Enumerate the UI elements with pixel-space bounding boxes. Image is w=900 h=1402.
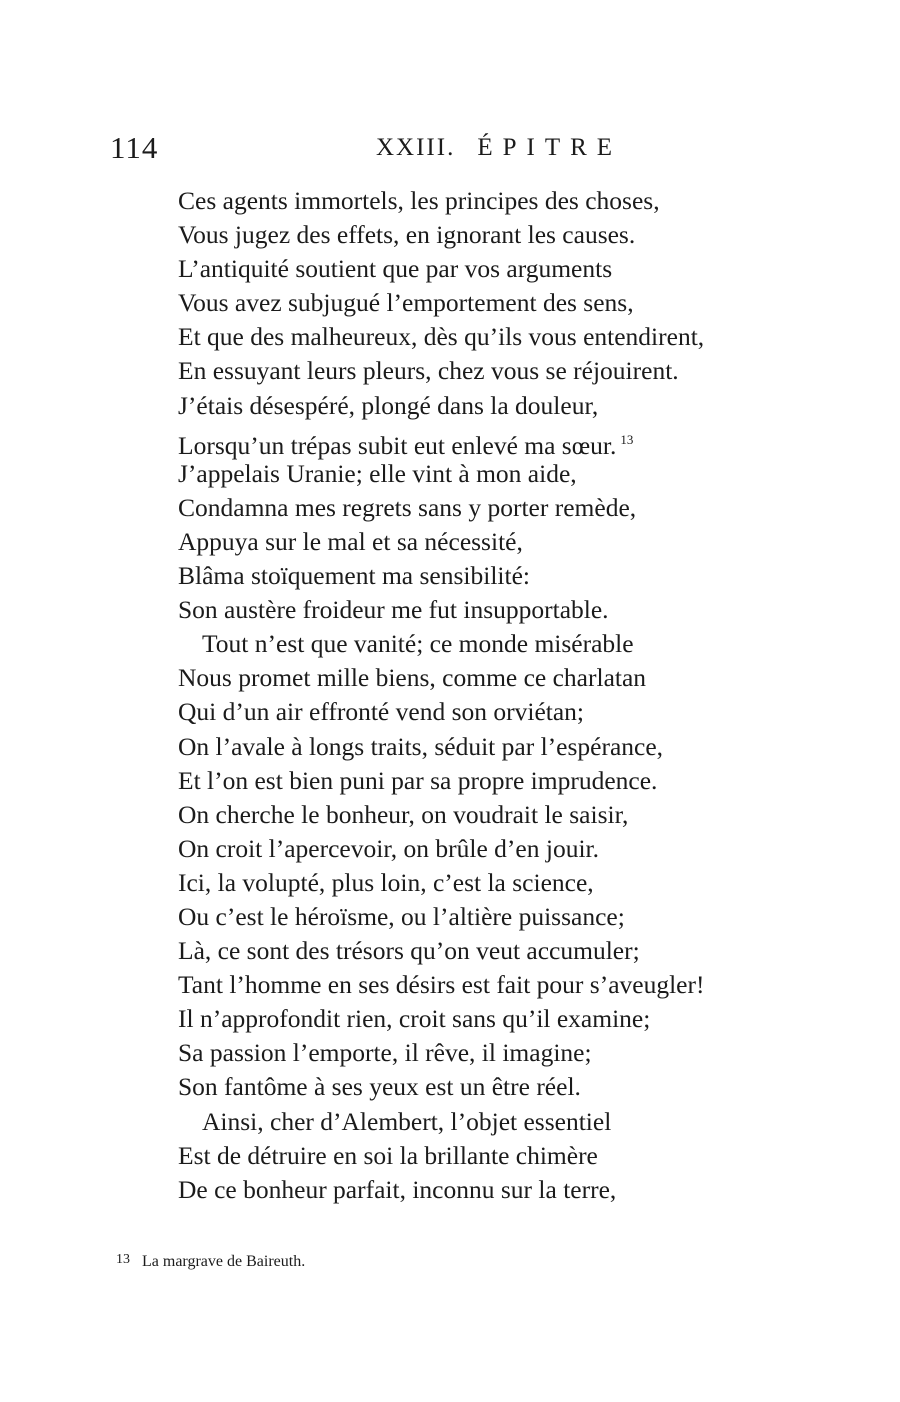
verse-text: Son fantôme à ses yeux est un être réel. [178,1072,581,1102]
verse-line [178,593,878,627]
verse-line [178,832,878,866]
verse-text: Blâma stoïquement ma sensibilité: [178,561,530,591]
verse-line [178,354,878,388]
verse-line [178,525,878,559]
verse-text: Vous avez subjugué l’emportement des sens, [178,288,634,318]
verse-line [178,627,878,661]
verse-text: Appuya sur le mal et sa nécessité, [178,526,523,556]
section-number: XXIII. [376,134,456,161]
verse-text: Ces agents immortels, les principes des choses, [178,186,660,215]
verse-text: On cherche le bonheur, on voudrait le saisir, [178,799,629,829]
poem-text [178,184,878,1207]
verse-text: Qui d’un air effronté vend son orviétan; [178,697,584,727]
verse-text: Lorsqu’un trépas subit eut enlevé ma sœur. [178,430,617,460]
verse-line [178,1036,878,1070]
verse-text: Et l’on est bien puni par sa propre imprudence. [178,765,658,795]
verse-text: On l’avale à longs traits, séduit par l’espérance, [178,731,664,761]
verse-line [178,1105,878,1139]
running-title [376,134,622,162]
verse-text: Condamna mes regrets sans y porter remède, [178,492,637,522]
verse-line [178,661,878,695]
verse-text: Ou c’est le héroïsme, ou l’altière puissance; [178,901,625,931]
verse-line [178,218,878,252]
verse-text: Vous jugez des effets, en ignorant les causes. [178,220,636,250]
epistle-title: ÉPITRE [477,134,623,161]
verse-line [178,320,878,354]
verse-line [178,730,878,764]
footnote-mark: 13 [116,1252,130,1267]
verse-line [178,934,878,968]
footnote-reference: 13 [620,431,634,447]
verse-line [178,968,878,1002]
verse-text: Sa passion l’emporte, il rêve, il imagine; [178,1038,592,1068]
verse-text: Nous promet mille biens, comme ce charlatan [178,663,647,693]
verse-text: En essuyant leurs pleurs, chez vous se réjouirent. [178,356,679,386]
verse-line [178,491,878,525]
verse-text: L’antiquité soutient que par vos arguments [178,254,613,284]
verse-text: Est de détruire en soi la brillante chimère [178,1140,598,1170]
verse-line [178,695,878,729]
verse-text: Tout n’est que vanité; ce monde misérable [202,629,634,659]
verse-line [178,1173,878,1207]
verse-line [178,559,878,593]
verse-line [178,457,878,491]
verse-line [178,423,878,460]
verse-line [178,798,878,832]
verse-text: Là, ce sont des trésors qu’on veut accumuler; [178,936,640,966]
verse-text: Ici, la volupté, plus loin, c’est la science, [178,867,594,897]
verse-line [178,866,878,900]
verse-line [178,184,878,218]
verse-text: Tant l’homme en ses désirs est fait pour s’aveugler! [178,970,705,1000]
verse-line [178,900,878,934]
footnote-text: La margrave de Baireuth. [142,1253,306,1270]
verse-line [178,764,878,798]
verse-line [178,286,878,320]
verse-text: Son austère froideur me fut insupportable. [178,595,609,625]
verse-text: Il n’approfondit rien, croit sans qu’il examine; [178,1004,651,1034]
verse-line [178,389,878,423]
verse-text: Et que des malheureux, dès qu’ils vous entendirent, [178,322,705,352]
verse-text: J’appelais Uranie; elle vint à mon aide, [178,458,577,488]
verse-line [178,1139,878,1173]
footnote [116,1252,305,1271]
verse-line [178,252,878,286]
verse-text: De ce bonheur parfait, inconnu sur la terre, [178,1174,617,1204]
verse-line [178,1070,878,1104]
verse-text: On croit l’apercevoir, on brûle d’en jouir. [178,833,599,863]
page-number: 114 [110,130,159,165]
verse-line [178,1002,878,1036]
verse-text: Ainsi, cher d’Alembert, l’objet essentiel [202,1106,612,1136]
verse-text: J’étais désespéré, plongé dans la douleur, [178,390,599,420]
